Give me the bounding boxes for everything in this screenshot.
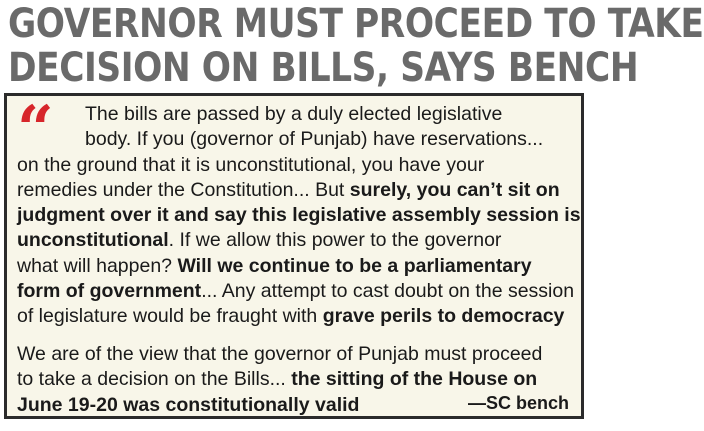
quote-text: to take a decision on the Bills... bbox=[17, 368, 292, 391]
quote-emphasis: June 19-20 was constitutionally valid bbox=[17, 393, 360, 416]
quote-line: We are of the view that the governor of Punjab must proceed bbox=[17, 343, 543, 365]
quote-line bbox=[17, 393, 542, 418]
quote-box bbox=[4, 93, 584, 419]
quote-line: The bills are passed by a duly elected legislative bbox=[85, 103, 503, 125]
quote-line bbox=[17, 367, 542, 392]
quote-line: body. If you (governor of Punjab) have reservations... bbox=[85, 128, 544, 151]
quote-mark-icon: “ bbox=[17, 92, 54, 167]
quote-emphasis: surely, you can’t sit on bbox=[349, 178, 560, 201]
quote-emphasis: judgment over it and say this legislative assembly session is bbox=[17, 204, 581, 227]
quote-emphasis: grave perils to democracy bbox=[322, 305, 565, 328]
quote-line bbox=[17, 279, 581, 304]
quote-line bbox=[17, 203, 581, 228]
quote-text: remedies under the Constitution... But bbox=[17, 178, 350, 201]
quote-line bbox=[17, 254, 581, 279]
quote-paragraph-1 bbox=[17, 102, 581, 330]
quote-emphasis: Will we continue to be a parliamentary bbox=[177, 254, 532, 277]
quote-emphasis: unconstitutional bbox=[17, 229, 169, 252]
quote-line bbox=[17, 228, 581, 253]
quote-text: . If we allow this power to the governor bbox=[168, 229, 502, 252]
quote-paragraph-2 bbox=[17, 342, 542, 418]
quote-emphasis: form of government bbox=[17, 280, 202, 303]
quote-text: what will happen? bbox=[17, 254, 178, 277]
quote-line: on the ground that it is unconstitutional, you have your bbox=[17, 153, 485, 176]
quote-line bbox=[17, 304, 581, 329]
quote-line bbox=[17, 178, 581, 203]
attribution: —SC bench bbox=[467, 393, 569, 413]
headline-line-1: GOVERNOR MUST PROCEED TO TAKE bbox=[8, 1, 704, 47]
quote-text: ... Any attempt to cast doubt on the session bbox=[201, 280, 575, 303]
quote-emphasis: the sitting of the House on bbox=[291, 368, 538, 391]
quote-text: of legislature would be fraught with bbox=[17, 305, 323, 328]
headline bbox=[8, 1, 704, 91]
headline-line-2: DECISION ON BILLS, SAYS BENCH bbox=[8, 45, 639, 91]
